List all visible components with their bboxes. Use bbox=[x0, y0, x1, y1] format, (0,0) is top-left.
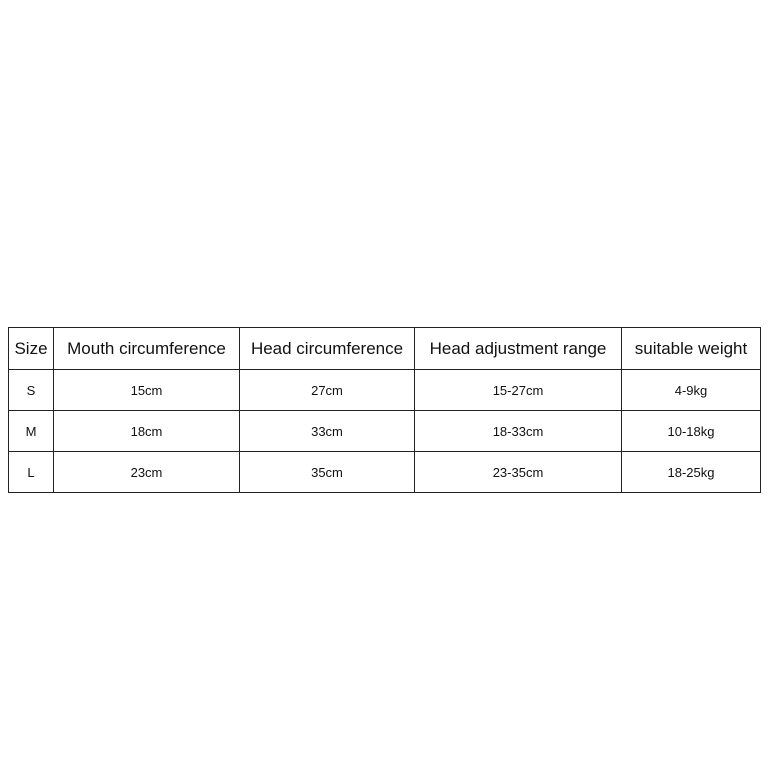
cell-mouth-circumference: 15cm bbox=[54, 370, 240, 411]
cell-head-circumference: 33cm bbox=[240, 411, 415, 452]
cell-head-circumference: 35cm bbox=[240, 452, 415, 493]
header-head-circumference: Head circumference bbox=[240, 328, 415, 370]
cell-suitable-weight: 18-25kg bbox=[622, 452, 761, 493]
cell-head-adjustment-range: 23-35cm bbox=[415, 452, 622, 493]
table-header-row bbox=[9, 328, 761, 370]
cell-mouth-circumference: 18cm bbox=[54, 411, 240, 452]
cell-suitable-weight: 10-18kg bbox=[622, 411, 761, 452]
cell-head-adjustment-range: 15-27cm bbox=[415, 370, 622, 411]
header-head-adjustment-range: Head adjustment range bbox=[415, 328, 622, 370]
cell-head-adjustment-range: 18-33cm bbox=[415, 411, 622, 452]
header-suitable-weight: suitable weight bbox=[622, 328, 761, 370]
cell-suitable-weight: 4-9kg bbox=[622, 370, 761, 411]
size-chart-table bbox=[8, 327, 761, 493]
cell-size: S bbox=[9, 370, 54, 411]
table-row bbox=[9, 370, 761, 411]
cell-mouth-circumference: 23cm bbox=[54, 452, 240, 493]
cell-head-circumference: 27cm bbox=[240, 370, 415, 411]
header-mouth-circumference: Mouth circumference bbox=[54, 328, 240, 370]
header-size: Size bbox=[9, 328, 54, 370]
table-row bbox=[9, 452, 761, 493]
table-row bbox=[9, 411, 761, 452]
cell-size: L bbox=[9, 452, 54, 493]
cell-size: M bbox=[9, 411, 54, 452]
